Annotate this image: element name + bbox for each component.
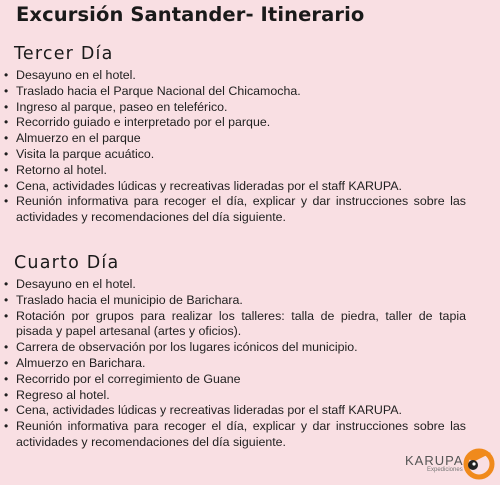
list-item: • Visita la parque acuático. xyxy=(0,147,466,163)
list-item: • Desayuno en el hotel. xyxy=(0,277,466,293)
list-item: • Rotación por grupos para realizar los talleres: talla de piedra, taller de tapia pisada y papel artesanal (artes y oficios). xyxy=(0,309,466,341)
list-item: • Traslado hacia el municipio de Barichara. xyxy=(0,293,466,309)
list-item: • Reunión informativa para recoger el día, explicar y dar instrucciones sobre las actividades y recomendaciones del día siguiente. xyxy=(0,419,466,451)
list-item: • Ingreso al parque, paseo en teleférico. xyxy=(0,100,466,116)
day-heading-tercer: Tercer Día xyxy=(14,44,114,64)
list-item: • Recorrido por el corregimiento de Guane xyxy=(0,372,466,388)
list-item: • Regreso al hotel. xyxy=(0,388,466,404)
list-item: • Traslado hacia el Parque Nacional del Chicamocha. xyxy=(0,84,466,100)
toucan-icon xyxy=(461,445,497,481)
list-item: • Retorno al hotel. xyxy=(0,163,466,179)
page-title: Excursión Santander- Itinerario xyxy=(16,3,365,26)
itinerary-list-tercer xyxy=(0,68,466,226)
list-item: • Cena, actividades lúdicas y recreativas lideradas por el staff KARUPA. xyxy=(0,179,466,195)
karupa-logo xyxy=(395,445,499,481)
itinerary-list-cuarto xyxy=(0,277,466,451)
list-item: • Cena, actividades lúdicas y recreativas lideradas por el staff KARUPA. xyxy=(0,403,466,419)
list-item: • Almuerzo en Barichara. xyxy=(0,356,466,372)
list-item: • Recorrido guiado e interpretado por el parque. xyxy=(0,115,466,131)
day-heading-cuarto: Cuarto Día xyxy=(14,253,120,273)
list-item: • Reunión informativa para recoger el día, explicar y dar instrucciones sobre las actividades y recomendaciones del día siguiente. xyxy=(0,194,466,226)
list-item: • Almuerzo en el parque xyxy=(0,131,466,147)
logo-subtitle: Expediciones xyxy=(427,467,463,473)
list-item: • Carrera de observación por los lugares icónicos del municipio. xyxy=(0,340,466,356)
list-item: • Desayuno en el hotel. xyxy=(0,68,466,84)
logo-brand: KARUPA xyxy=(405,453,464,468)
